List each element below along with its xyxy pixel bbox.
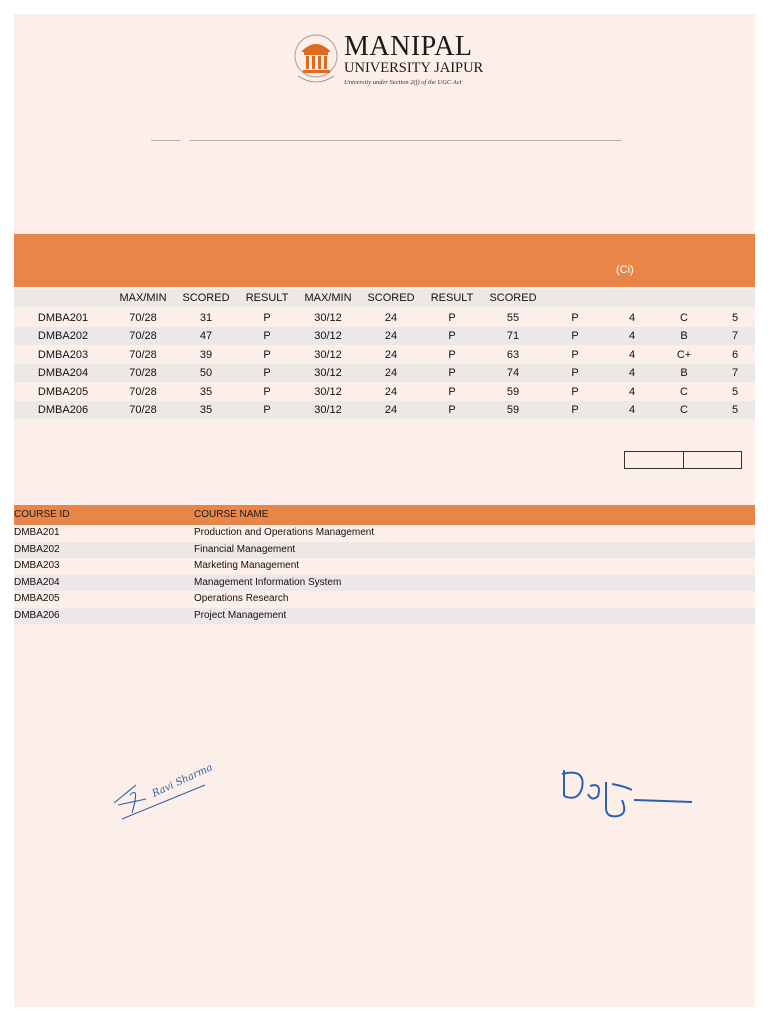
cell-grade: B <box>680 367 688 380</box>
cell-result: P <box>448 330 456 343</box>
course-name: Production and Operations Management <box>194 527 375 538</box>
cell-scored: 24 <box>384 348 398 361</box>
course-code: DMBA204 <box>37 367 89 380</box>
divider-rule <box>190 140 622 141</box>
cell-result: P <box>263 348 271 361</box>
cell-scored: 50 <box>199 367 213 380</box>
list-item <box>14 542 755 558</box>
course-name: Project Management <box>194 610 287 621</box>
list-item <box>14 558 755 574</box>
university-logo <box>292 30 492 92</box>
grades-header-band <box>14 234 755 287</box>
summary-box <box>683 451 742 469</box>
cell-scored: 31 <box>199 312 213 324</box>
cell-final-result: P <box>571 348 579 361</box>
course-code: DMBA201 <box>37 312 89 324</box>
brand-tagline: University under Section 2(f) of the UGC Act <box>344 79 462 86</box>
cell-result: P <box>263 312 271 324</box>
cell-max-min: 30/12 <box>314 348 342 361</box>
course-name-header: COURSE NAME <box>194 509 269 520</box>
cell-grade: C <box>680 385 688 398</box>
col-header-result: RESULT <box>430 292 474 304</box>
credits-header: (Ci) <box>616 264 634 276</box>
cell-max-min: 70/28 <box>129 330 157 343</box>
cell-scored: 24 <box>384 385 398 398</box>
cell-total-scored: 59 <box>506 404 520 416</box>
course-code: DMBA206 <box>37 404 89 416</box>
cell-max-min: 30/12 <box>314 312 342 324</box>
cell-grade-point: 6 <box>731 348 739 361</box>
brand-subtitle: UNIVERSITY JAIPUR <box>344 60 484 76</box>
cell-result: P <box>263 367 271 380</box>
cell-max-min: 70/28 <box>129 385 157 398</box>
cell-max-min: 30/12 <box>314 385 342 398</box>
cell-grade: C <box>680 404 688 416</box>
course-name: Operations Research <box>194 593 289 605</box>
cell-result: P <box>448 385 456 398</box>
cell-total-scored: 59 <box>506 385 520 398</box>
cell-final-result: P <box>571 312 579 324</box>
col-header-scored: SCORED <box>182 292 230 304</box>
cell-credits: 4 <box>628 348 636 361</box>
summary-box <box>624 451 684 469</box>
registrar-signature <box>556 760 696 826</box>
col-header-scored: SCORED <box>489 292 537 304</box>
list-item <box>14 525 755 541</box>
cell-result: P <box>448 404 456 416</box>
cell-scored: 39 <box>199 348 213 361</box>
cell-grade: C <box>680 312 688 324</box>
brand-name: MANIPAL <box>344 31 473 62</box>
course-id: DMBA206 <box>14 610 60 621</box>
cell-total-scored: 63 <box>506 348 520 361</box>
col-header-result: RESULT <box>245 292 289 304</box>
cell-grade-point: 5 <box>731 312 739 324</box>
course-name: Financial Management <box>194 543 296 555</box>
cell-grade: B <box>680 330 688 343</box>
cell-max-min: 30/12 <box>314 330 342 343</box>
list-item <box>14 591 755 607</box>
cell-scored: 47 <box>199 330 213 343</box>
cell-scored: 24 <box>384 312 398 324</box>
cell-scored: 24 <box>384 367 398 380</box>
cell-max-min: 70/28 <box>129 348 157 361</box>
cell-grade: C+ <box>676 348 692 361</box>
course-code: DMBA202 <box>37 330 89 343</box>
col-header-max-min: MAX/MIN <box>304 292 352 304</box>
cell-result: P <box>448 348 456 361</box>
cell-result: P <box>263 330 271 343</box>
cell-grade-point: 7 <box>731 330 739 343</box>
cell-final-result: P <box>571 330 579 343</box>
cell-grade-point: 7 <box>731 367 739 380</box>
course-name: Marketing Management <box>194 560 300 572</box>
course-code: DMBA205 <box>37 385 89 398</box>
cell-max-min: 30/12 <box>314 367 342 380</box>
university-seal-icon <box>292 30 342 88</box>
course-code: DMBA203 <box>37 348 89 361</box>
course-id-header: COURSE ID <box>14 509 70 520</box>
col-header-scored: SCORED <box>367 292 415 304</box>
signature-text: Ravi Sharma <box>150 762 215 800</box>
cell-final-result: P <box>571 404 579 416</box>
cell-credits: 4 <box>628 367 636 380</box>
course-id: DMBA204 <box>14 576 60 588</box>
divider-rule <box>151 140 180 141</box>
cell-credits: 4 <box>628 312 636 324</box>
cell-max-min: 30/12 <box>314 404 342 416</box>
list-item <box>14 575 755 591</box>
cell-result: P <box>263 385 271 398</box>
cell-grade-point: 5 <box>731 385 739 398</box>
cell-max-min: 70/28 <box>129 404 157 416</box>
course-id: DMBA202 <box>14 543 60 555</box>
course-name: Management Information System <box>194 576 342 588</box>
course-table-header <box>14 505 755 525</box>
cell-total-scored: 55 <box>506 312 520 324</box>
cell-scored: 35 <box>199 385 213 398</box>
cell-credits: 4 <box>628 330 636 343</box>
course-id: DMBA205 <box>14 593 60 605</box>
col-header-max-min: MAX/MIN <box>119 292 167 304</box>
cell-total-scored: 71 <box>506 330 520 343</box>
course-id: DMBA203 <box>14 560 60 572</box>
cell-scored: 24 <box>384 330 398 343</box>
cell-result: P <box>448 312 456 324</box>
cell-max-min: 70/28 <box>129 312 157 324</box>
cell-result: P <box>448 367 456 380</box>
cell-credits: 4 <box>628 385 636 398</box>
cell-scored: 35 <box>199 404 213 416</box>
cell-max-min: 70/28 <box>129 367 157 380</box>
cell-final-result: P <box>571 385 579 398</box>
controller-signature <box>110 755 220 825</box>
cell-credits: 4 <box>628 404 636 416</box>
cell-final-result: P <box>571 367 579 380</box>
cell-scored: 24 <box>384 404 398 416</box>
course-id: DMBA201 <box>14 527 60 538</box>
cell-grade-point: 5 <box>731 404 739 416</box>
list-item <box>14 608 755 624</box>
cell-total-scored: 74 <box>506 367 520 380</box>
cell-result: P <box>263 404 271 416</box>
